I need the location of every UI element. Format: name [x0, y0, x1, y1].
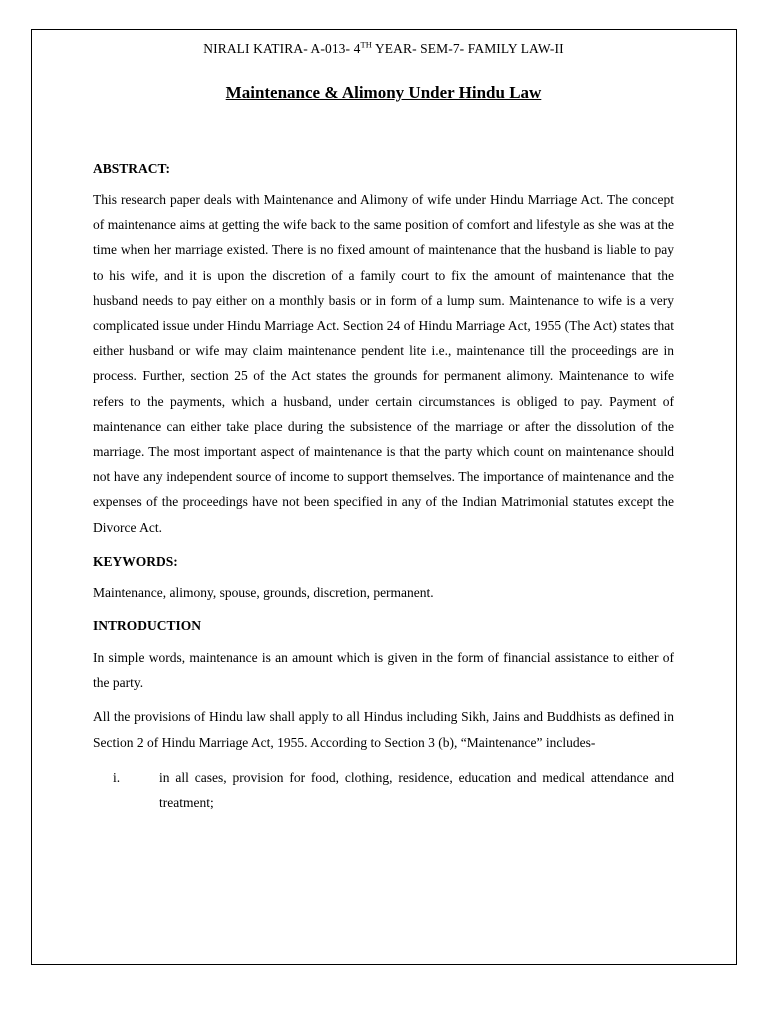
list-item-text: in all cases, provision for food, clothing, residence, education and medical attendance and treatment;: [159, 769, 674, 811]
introduction-paragraph-1: In simple words, maintenance is an amount which is given in the form of financial assistance to either of the party.: [93, 650, 674, 691]
list-marker: i.: [113, 769, 121, 785]
header-text-before: NIRALI KATIRA- A-013- 4: [203, 41, 361, 56]
introduction-paragraph-2: All the provisions of Hindu law shall apply to all Hindus including Sikh, Jains and Buddhists as defined in Section 2 of Hindu Marriage Act, 1955. According to Section 3 (b), “Maintenance” includes-: [93, 709, 674, 750]
maintenance-list: [93, 765, 674, 815]
introduction-heading: INTRODUCTION: [93, 618, 202, 634]
list-item: [93, 765, 674, 815]
keywords-heading: KEYWORDS:: [93, 553, 178, 569]
abstract-paragraph: This research paper deals with Maintenance and Alimony of wife under Hindu Marriage Act. The concept of maintenance aims at getting the wife back to the same position of comfort and lifestyle as she was at the time when her marriage existed. There is no fixed amount of maintenance that the husband is liable to pay to his wife, and it is upon the discretion of a family court to fix the amount of maintenance that the husband needs to pay either on a monthly basis or in form of a lump sum. Maintenance to wife is a very complicated issue under Hindu Marriage Act. Section 24 of Hindu Marriage Act, 1955 (The Act) states that either husband or wife may claim maintenance pendent lite i.e., maintenance till the proceedings are in process. Further, section 25 of the Act states the grounds for permanent alimony. Maintenance to wife refers to the payments, which a husband, under certain circumstances is obliged to pay. Payment of maintenance can either take place during the subsistence of the marriage or after the dissolution of the marriage. The most important aspect of maintenance is that the party which count on maintenance should not have any independent source of income to support themselves. The importance of maintenance and the expenses of the proceedings have not been specified in any of the Indian Matrimonial statutes except the Divorce Act.: [93, 192, 674, 535]
header-superscript: TH: [360, 39, 372, 50]
running-header: [93, 40, 674, 58]
header-text-after: YEAR- SEM-7- FAMILY LAW-II: [371, 41, 564, 56]
document-content: [93, 40, 674, 815]
keywords-paragraph: Maintenance, alimony, spouse, grounds, discretion, permanent.: [93, 584, 434, 600]
document-title: Maintenance & Alimony Under Hindu Law: [225, 83, 542, 102]
abstract-heading: ABSTRACT:: [93, 161, 171, 176]
